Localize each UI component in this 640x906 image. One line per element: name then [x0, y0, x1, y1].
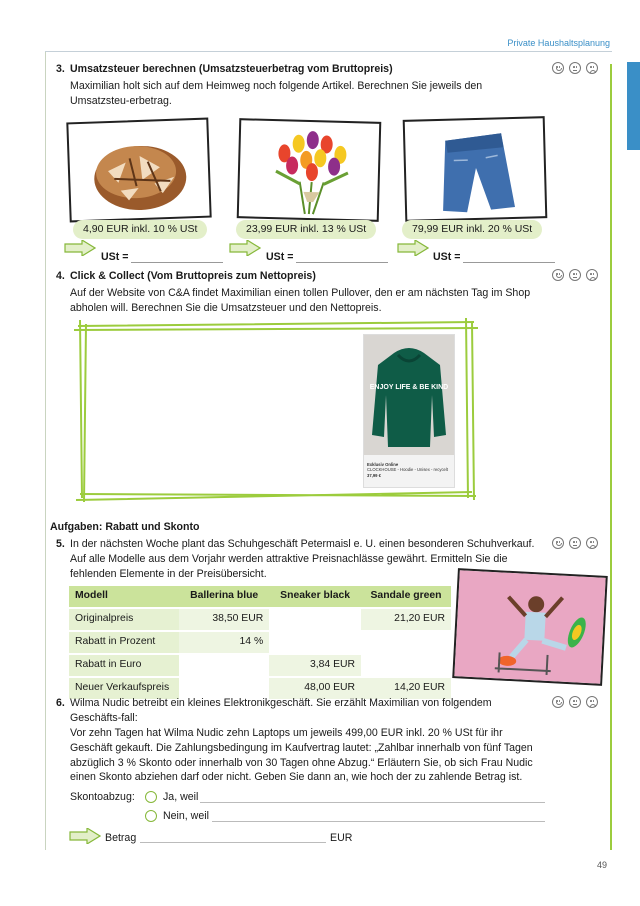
header-rule [45, 51, 612, 52]
answer-cell[interactable] [179, 654, 269, 677]
task5-number: 5. [56, 538, 65, 550]
answer-cell[interactable] [269, 631, 361, 654]
amount-label: Betrag [105, 832, 137, 844]
task4-number: 4. [56, 270, 65, 282]
task6-number: 6. [56, 697, 65, 709]
task6-text: Vor zehn Tagen hat Wilma Nudic zehn Laptops um jeweils 499,00 EUR inkl. 20 % USt für ihr Geschäft gekauft. Die Zahlungsbedingung im Kaufvertrag lautet: „Zahlbar innerhalb von fünf Tagen abzüglich 3 % Skonto oder innerhalb von 30 Tagen ohne Abzug.“ Erläutern Sie, ob sich Frau Nudic einen Skonto abziehen darf oder nicht. Geben Sie dann an, wie hoch der zu zahlende Betrag ist. [70, 727, 533, 784]
ust-answer-jeans[interactable] [463, 261, 555, 263]
task6-intro: Wilma Nudic betreibt ein kleines Elektronikgeschäft. Sie erzählt Maximilian von folgendem Geschäfts-fall: [70, 697, 492, 724]
smile-face-icon[interactable] [552, 269, 564, 281]
table-row [69, 654, 451, 677]
amount-unit: EUR [330, 832, 353, 844]
task3-text: Maximilian holt sich auf dem Heimweg noch folgende Artikel. Berechnen Sie jeweils den Umsatzsteu-erbetrag. [70, 80, 483, 107]
self-assessment-faces-6[interactable] [552, 696, 598, 708]
answer-cell[interactable] [361, 631, 451, 654]
price-label-jeans: 79,99 EUR inkl. 20 % USt [402, 220, 542, 239]
table-header: Sneaker black [269, 586, 361, 608]
hoodie-print: ENJOY LIFE & BE KIND [369, 384, 449, 391]
task5-text: In der nächsten Woche plant das Schuhgeschäft Petermaisl e. U. einen besonderen Schuhverkauf. Auf alle Modelle aus dem Vorjahr werden attraktive Preisnachlässe gewährt. Ermitteln Sie die fehlenden Elemente in der Preisübersicht. [70, 538, 535, 580]
shoe-person-image [452, 568, 608, 686]
smile-face-icon[interactable] [552, 537, 564, 549]
table-row [69, 608, 451, 631]
product-card-line1: Exklusiv Online [367, 461, 399, 467]
ust-label-jeans: USt = [433, 251, 461, 263]
neutral-face-icon[interactable] [569, 269, 581, 281]
arrow-icon [69, 828, 101, 844]
neutral-face-icon[interactable] [569, 62, 581, 74]
neutral-face-icon[interactable] [569, 696, 581, 708]
price-label-bread: 4,90 EUR inkl. 10 % USt [73, 220, 207, 239]
hoodie-image [364, 335, 454, 455]
table-cell: 14,20 EUR [361, 677, 451, 699]
ust-label-bread: USt = [101, 251, 129, 263]
table-cell: 3,84 EUR [269, 654, 361, 677]
radio-no[interactable] [145, 810, 157, 822]
ust-label-tulips: USt = [266, 251, 294, 263]
table-row [69, 631, 451, 654]
row-label: Rabatt in Prozent [69, 631, 179, 654]
page-number: 49 [597, 860, 608, 870]
bread-image [66, 118, 211, 223]
self-assessment-faces-3[interactable] [552, 62, 598, 74]
running-header: Private Haushaltsplanung [507, 38, 610, 48]
answer-cell[interactable] [361, 654, 451, 677]
ust-answer-bread[interactable] [131, 261, 223, 263]
table-header-row [69, 586, 451, 608]
ust-answer-tulips[interactable] [296, 261, 388, 263]
row-label: Rabatt in Euro [69, 654, 179, 677]
radio-yes[interactable] [145, 791, 157, 803]
task3-title: Umsatzsteuer berechnen (Umsatzsteuerbetrag vom Bruttopreis) [70, 63, 393, 75]
table-cell: 14 % [179, 631, 269, 654]
hoodie-product-card [363, 334, 455, 488]
table-cell: 38,50 EUR [179, 608, 269, 631]
price-table [69, 586, 451, 699]
tulips-image [237, 118, 382, 222]
table-header: Ballerina blue [179, 586, 269, 608]
table-header: Modell [69, 586, 179, 608]
table-header: Sandale green [361, 586, 451, 608]
self-assessment-faces-5[interactable] [552, 537, 598, 549]
task4-text: Auf der Website von C&A findet Maximilian einen tollen Pullover, den er am nächsten Tag im Shop abholen will. Berechnen Sie die Umsatzsteuer und den Nettopreis. [70, 287, 531, 314]
margin-line-left [45, 52, 46, 850]
option-no-label: Nein, weil [163, 810, 209, 822]
row-label: Neuer Verkaufspreis [69, 677, 179, 699]
option-yes-label: Ja, weil [163, 791, 199, 803]
table-cell: 21,20 EUR [361, 608, 451, 631]
sad-face-icon[interactable] [586, 269, 598, 281]
section-title: Aufgaben: Rabatt und Skonto [50, 521, 200, 533]
product-card-line2: CLOCKHOUSE - Hoodie - Unisex - recycelt [367, 467, 448, 473]
answer-cell[interactable] [269, 608, 361, 631]
task4-title: Click & Collect (Vom Bruttopreis zum Nettopreis) [70, 270, 316, 282]
arrow-icon [229, 240, 261, 256]
table-cell: 48,00 EUR [269, 677, 361, 699]
chapter-tab [627, 62, 640, 150]
price-label-tulips: 23,99 EUR inkl. 13 % USt [236, 220, 376, 239]
smile-face-icon[interactable] [552, 62, 564, 74]
sad-face-icon[interactable] [586, 696, 598, 708]
neutral-face-icon[interactable] [569, 537, 581, 549]
sad-face-icon[interactable] [586, 62, 598, 74]
sad-face-icon[interactable] [586, 537, 598, 549]
skonto-label: Skontoabzug: [70, 791, 135, 803]
smile-face-icon[interactable] [552, 696, 564, 708]
amount-answer-line[interactable] [140, 842, 326, 843]
task3-number: 3. [56, 63, 65, 75]
arrow-icon [64, 240, 96, 256]
row-label: Originalpreis [69, 608, 179, 631]
self-assessment-faces-4[interactable] [552, 269, 598, 281]
jeans-image [403, 116, 548, 222]
margin-line-green [610, 64, 612, 850]
answer-line-no[interactable] [212, 821, 545, 822]
answer-line-yes[interactable] [200, 802, 545, 803]
product-card-price: 37,99 € [367, 472, 381, 478]
arrow-icon [397, 240, 429, 256]
